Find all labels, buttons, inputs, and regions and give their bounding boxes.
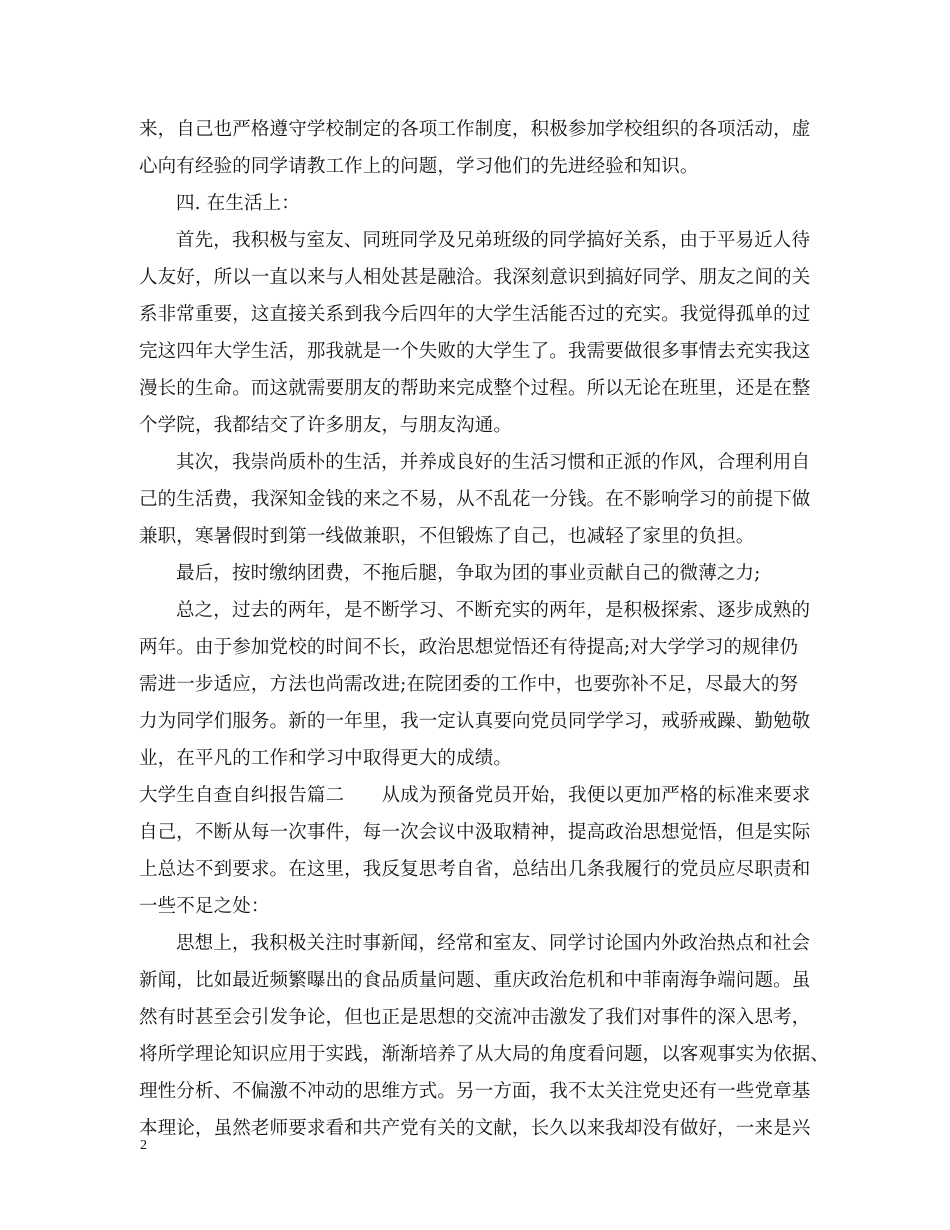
text-line: 来，自己也严格遵守学校制定的各项工作制度，积极参加学校组织的各项活动，虚 — [139, 119, 811, 140]
text-line: 兼职，寒暑假时到第一线做兼职，不但锻炼了自己，也减轻了家里的负担。 — [139, 526, 755, 547]
text-line: 总之，过去的两年，是不断学习、不断充实的两年，是积极探索、逐步成熟的 — [176, 600, 811, 621]
text-line: 需进一步适应，方法也尚需改进;在院团委的工作中，也要弥补不足，尽最大的努 — [139, 674, 799, 695]
text-line: 然有时甚至会引发争论，但也正是思想的交流冲击激发了我们对事件的深入思考， — [139, 1007, 811, 1028]
text-line: 一些不足之处： — [139, 896, 270, 917]
text-line: 人友好，所以一直以来与人相处甚是融洽。我深刻意识到搞好同学、朋友之间的关 — [139, 267, 811, 288]
text-line: 系非常重要，这直接关系到我今后四年的大学生活能否过的充实。我觉得孤单的过 — [139, 304, 811, 325]
text-line: 己的生活费，我深知金钱的来之不易，从不乱花一分钱。在不影响学习的前提下做 — [139, 489, 811, 510]
text-line: 将所学理论知识应用于实践，渐渐培养了从大局的角度看问题，以客观事实为依据、 — [139, 1044, 830, 1065]
text-line: 其次，我崇尚质朴的生活，并养成良好的生活习惯和正派的作风，合理利用自 — [176, 452, 811, 473]
page-number: 2 — [140, 1138, 147, 1153]
section-heading: 四. 在生活上： — [176, 193, 300, 214]
text-line: 完这四年大学生活，那我就是一个失败的大学生了。我需要做很多事情去充实我这 — [139, 341, 811, 362]
text-line: 漫长的生命。而这就需要朋友的帮助来完成整个过程。所以无论在班里，还是在整 — [139, 378, 811, 399]
text-line: 个学院，我都结交了许多朋友，与朋友沟通。 — [139, 415, 513, 436]
text-line: 首先，我积极与室友、同班同学及兄弟班级的同学搞好关系，由于平易近人待 — [176, 230, 811, 251]
text-line: 新闻，比如最近频繁曝出的食品质量问题、重庆政治危机和中菲南海争端问题。虽 — [139, 970, 811, 991]
text-line: 自己，不断从每一次事件，每一次会议中汲取精神，提高政治思想觉悟，但是实际 — [139, 822, 811, 843]
text-line: 两年。由于参加党校的时间不长，政治思想觉悟还有待提高;对大学学习的规律仍 — [139, 637, 799, 658]
text-line: 理性分析、不偏激不冲动的思维方式。另一方面，我不太关注党史还有一些党章基 — [139, 1081, 811, 1102]
text-line: 思想上，我积极关注时事新闻，经常和室友、同学讨论国内外政治热点和社会 — [176, 933, 811, 954]
text-line: 业，在平凡的工作和学习中取得更大的成绩。 — [139, 748, 513, 769]
text-line: 最后，按时缴纳团费，不拖后腿，争取为团的事业贡献自己的微薄之力; — [176, 563, 761, 584]
text-line: 力为同学们服务。新的一年里，我一定认真要向党员同学学习，戒骄戒躁、勤勉敬 — [139, 711, 811, 732]
text-line: 心向有经验的同学请教工作上的问题，学习他们的先进经验和知识。 — [139, 156, 699, 177]
text-line: 上总达不到要求。在这里，我反复思考自省，总结出几条我履行的党员应尽职责和 — [139, 859, 811, 880]
text-line: 大学生自查自纠报告篇二 从成为预备党员开始，我便以更加严格的标准来要求 — [139, 785, 811, 806]
text-line: 本理论，虽然老师要求看和共产党有关的文献，长久以来我却没有做好，一来是兴 — [139, 1118, 811, 1139]
